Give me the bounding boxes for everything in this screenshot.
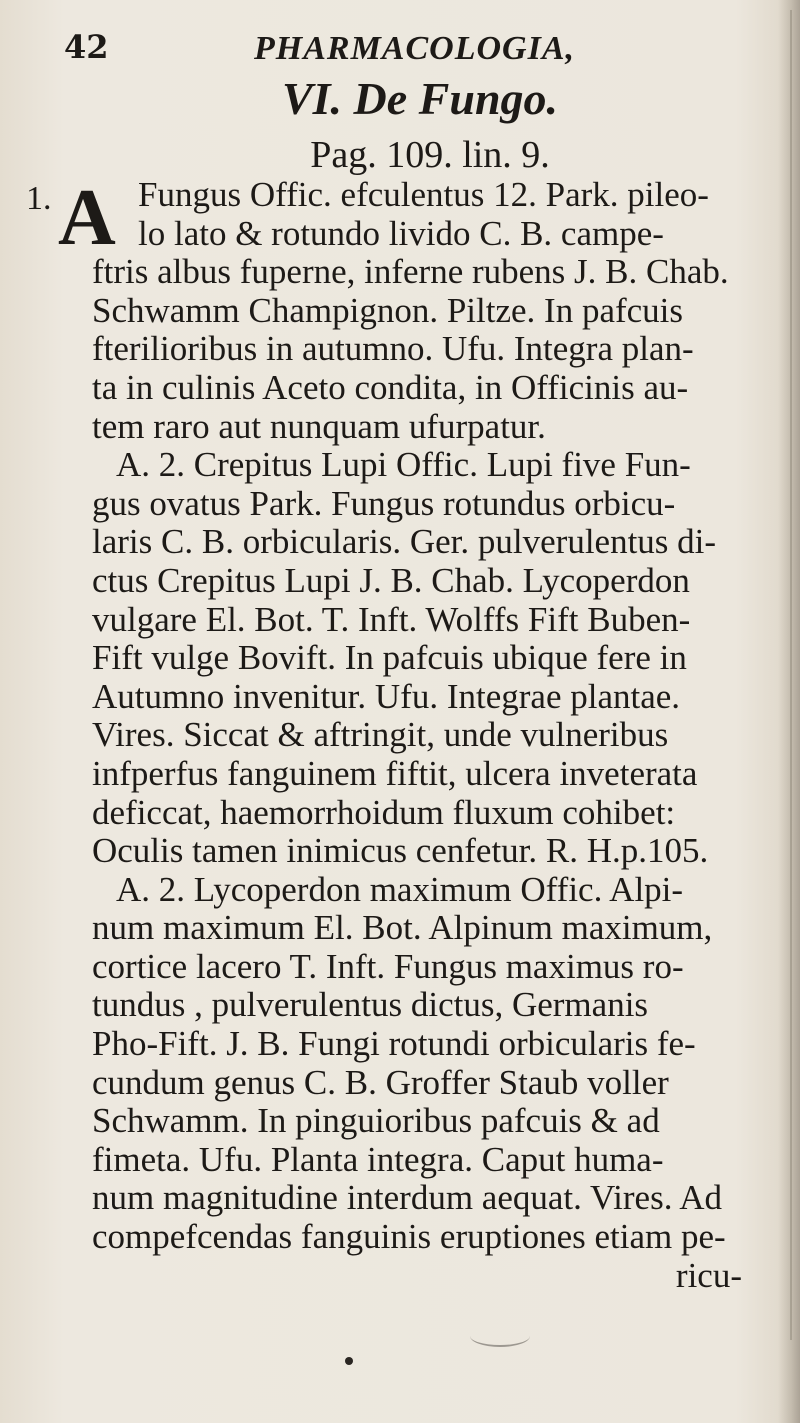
- text-line: ctus Crepitus Lupi J. B. Chab. Lycoperdon: [92, 560, 690, 600]
- text-line: cortice lacero T. Inft. Fungus maximus ro-: [92, 946, 684, 986]
- text-line: Pho-Fift. J. B. Fungi rotundi orbicularis fe-: [92, 1024, 696, 1064]
- section-reference: Pag. 109. lin. 9.: [310, 134, 550, 176]
- text-line: lo lato & rotundo livido C. B. campe-: [138, 213, 664, 253]
- page-number: 42: [64, 28, 109, 66]
- ink-dot: [345, 1357, 353, 1365]
- text-line: Vires. Siccat & aftringit, unde vulneribus: [92, 715, 669, 755]
- section-title: VI. De Fungo.: [281, 73, 559, 124]
- text-line: Schwamm Champignon. Piltze. In pafcuis: [92, 290, 684, 330]
- running-head: [64, 18, 764, 78]
- catchword: ricu-: [675, 1255, 742, 1295]
- text-line: Schwamm. In pinguioribus pafcuis & ad: [92, 1101, 660, 1141]
- text-line: compefcendas fanguinis eruptiones etiam pe-: [92, 1217, 726, 1257]
- text-line: cundum genus C. B. Groffer Staub voller: [92, 1062, 669, 1102]
- text-line: A. 2. Lycoperdon maximum Offic. Alpi-: [116, 869, 684, 909]
- text-line: fimeta. Ufu. Planta integra. Caput huma-: [92, 1139, 664, 1179]
- text-line: Fungus Offic. efculentus 12. Park. pileo-: [138, 175, 709, 214]
- text-line: Autumno invenitur. Ufu. Integrae plantae.: [92, 676, 681, 716]
- text-line: infperfus fanguinem fiftit, ulcera inveterata: [92, 753, 698, 793]
- drop-cap: A: [58, 174, 116, 262]
- text-line: tundus , pulverulentus dictus, Germanis: [92, 985, 649, 1025]
- body-text: [92, 176, 792, 1295]
- text-line: Fift vulge Bovift. In pafcuis ubique fere in: [92, 638, 687, 678]
- text-line: vulgare El. Bot. T. Inft. Wolffs Fift Buben-: [92, 599, 691, 639]
- text-line: laris C. B. orbicularis. Ger. pulverulentus di-: [92, 522, 717, 562]
- text-line: ta in culinis Aceto condita, in Officinis au-: [92, 367, 689, 407]
- text-line: A. 2. Crepitus Lupi Offic. Lupi five Fun-: [116, 445, 691, 485]
- text-line: Oculis tamen inimicus cenfetur. R. H.p.105.: [92, 831, 709, 871]
- entry-number: 1.: [26, 180, 52, 217]
- ink-smudge: [470, 1325, 530, 1347]
- text-line: num maximum El. Bot. Alpinum maximum,: [92, 908, 713, 948]
- text-line: deficcat, haemorrhoidum fluxum cohibet:: [92, 792, 676, 832]
- text-line: tem raro aut nunquam ufurpatur.: [92, 406, 546, 446]
- text-line: fterilioribus in autumno. Ufu. Integra plan-: [92, 329, 694, 369]
- text-line: gus ovatus Park. Fungus rotundus orbicu-: [92, 483, 676, 523]
- running-title: PHARMACOLOGIA,: [254, 30, 575, 67]
- text-line: num magnitudine interdum aequat. Vires. Ad: [92, 1178, 723, 1218]
- text-line: ftris albus fuperne, inferne rubens J. B. Chab.: [92, 252, 729, 292]
